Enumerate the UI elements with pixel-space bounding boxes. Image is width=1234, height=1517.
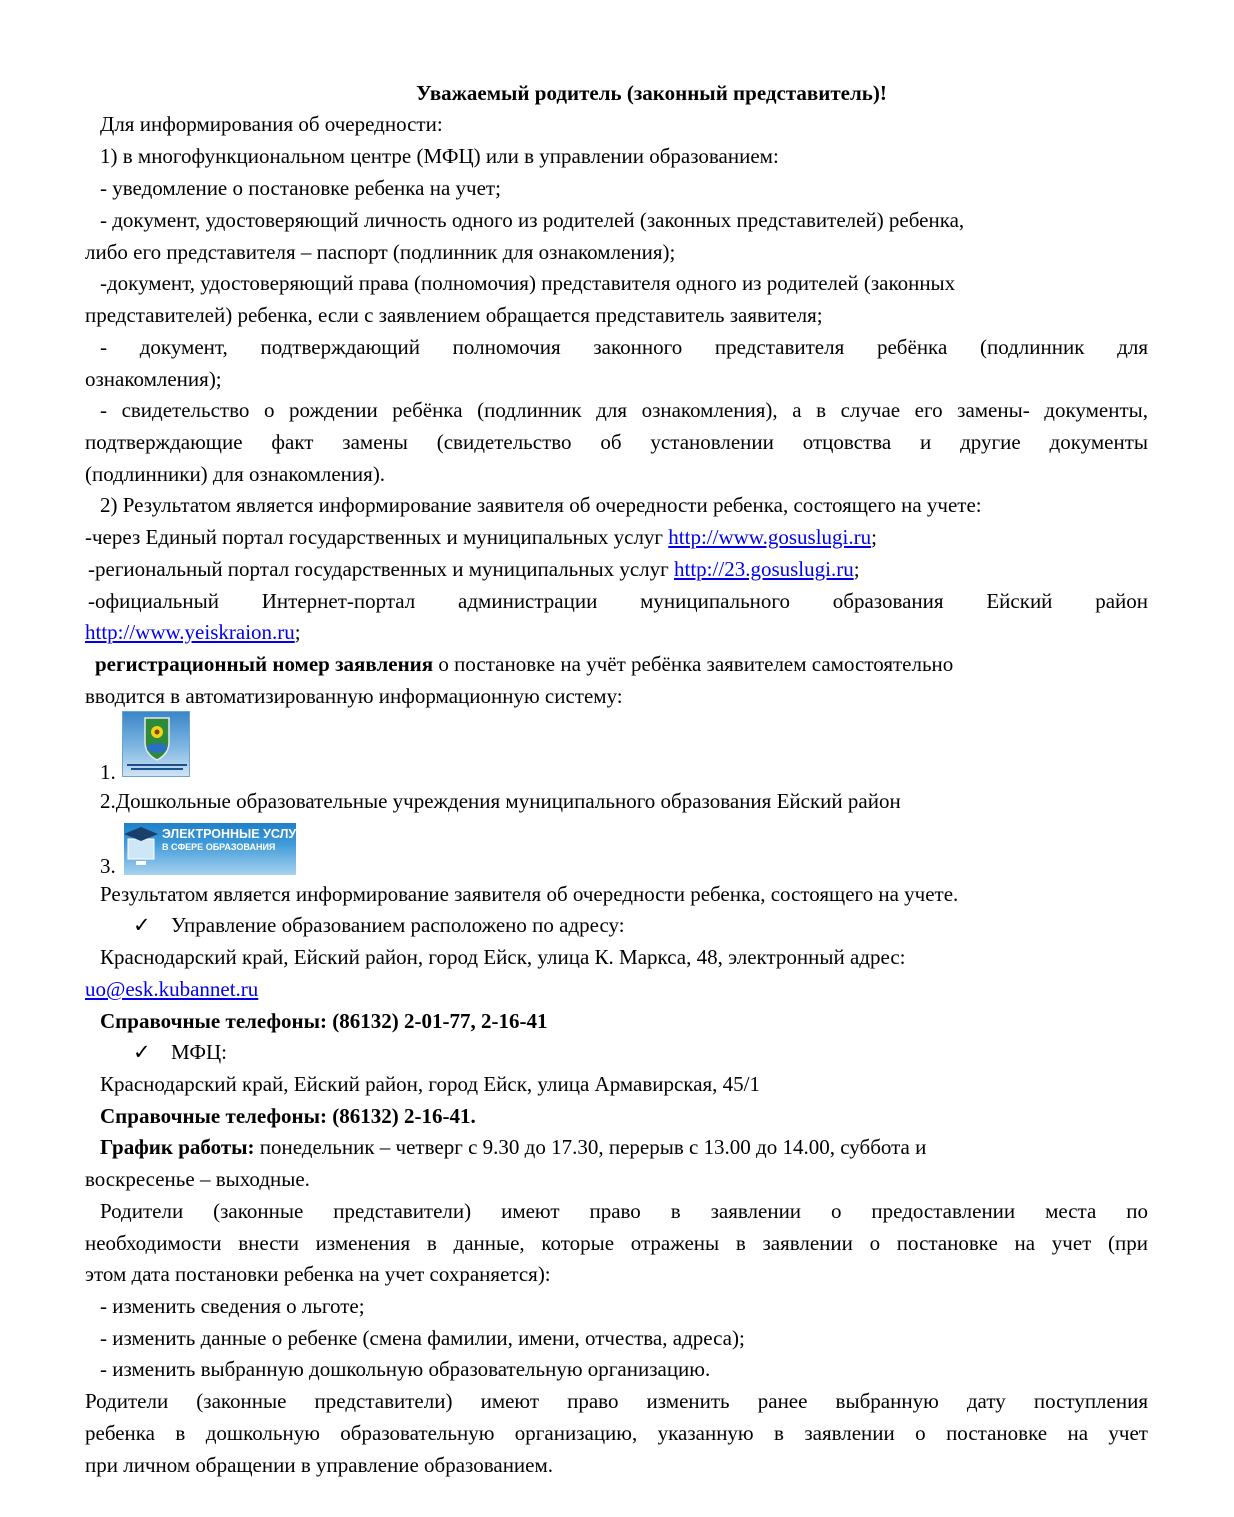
text-line: (подлинники) для ознакомления).: [85, 462, 386, 486]
text-line: Родители (законные представители) имеют право изменить ранее выбранную дату поступления: [85, 1389, 1148, 1413]
mfc-heading: МФЦ:: [171, 1040, 227, 1064]
district-emblem-banner[interactable]: [122, 711, 190, 777]
address-line: Краснодарский край, Ейский район, город Ейск, улица К. Маркса, 48, электронный адрес:: [100, 945, 906, 969]
list-item: - документ, подтверждающий полномочия законного представителя ребёнка (подлинник для: [100, 335, 1148, 359]
district-link-line: http://www.yeiskraion.ru;: [85, 620, 301, 644]
phones-line: Справочные телефоны: (86132) 2-01-77, 2-16-41: [100, 1009, 548, 1033]
list-item: - изменить данные о ребенке (смена фамилии, имени, отчества, адреса);: [100, 1326, 745, 1350]
text-line: этом дата постановки ребенка на учет сохраняется):: [85, 1262, 551, 1286]
list-item: - изменить выбранную дошкольную образовательную организацию.: [100, 1357, 711, 1381]
text-line: при личном обращении в управление образованием.: [85, 1453, 554, 1477]
regional-gosuslugi-link[interactable]: http://23.gosuslugi.ru: [674, 557, 854, 581]
list-item: - документ, удостоверяющий личность одного из родителей (законных представителей) ребенка,: [100, 208, 965, 232]
text-line: необходимости внести изменения в данные, которые отражены в заявлении о постановке на учет (при: [85, 1231, 1148, 1255]
page-title: Уважаемый родитель (законный представитель)!: [416, 81, 887, 105]
list-item: 1) в многофункциональном центре (МФЦ) или в управлении образованием:: [100, 144, 779, 168]
list-item: - свидетельство о рождении ребёнка (подлинник для ознакомления), а в случае его замены- документы,: [100, 398, 1148, 422]
gosuslugi-link[interactable]: http://www.gosuslugi.ru: [668, 525, 872, 549]
electronic-services-banner[interactable]: [124, 823, 313, 875]
result-line: Результатом является информирование заявителя об очередности ребенка, состоящего на учете.: [100, 882, 959, 906]
numbered-item-1: 1.: [100, 760, 116, 784]
portal-line-federal: -через Единый портал государственных и муниципальных услуг http://www.gosuslugi.ru;: [85, 525, 877, 549]
text-line: подтверждающие факт замены (свидетельство об установлении отцовства и другие документы: [85, 430, 1148, 454]
email-link[interactable]: uo@esk.kubannet.ru: [85, 977, 259, 1001]
check-icon: ✓: [133, 1040, 151, 1064]
registration-number-line: регистрационный номер заявления о постановке на учёт ребёнка заявителем самостоятельно: [95, 652, 954, 676]
text-line: воскресенье – выходные.: [85, 1167, 310, 1191]
list-item: -документ, удостоверяющий права (полномочия) представителя одного из родителей (законных: [100, 271, 956, 295]
banner-title: ЭЛЕКТРОННЫЕ УСЛУГИ: [162, 827, 313, 841]
yeiskraion-link[interactable]: http://www.yeiskraion.ru: [85, 620, 295, 644]
district-emblem-icon: [123, 712, 191, 778]
text-line: либо его представителя – паспорт (подлинник для ознакомления);: [85, 240, 676, 264]
list-item: - изменить сведения о льготе;: [100, 1294, 365, 1318]
check-icon: ✓: [133, 913, 151, 937]
address-line: Краснодарский край, Ейский район, город Ейск, улица Армавирская, 45/1: [100, 1072, 761, 1096]
text-line: представителей) ребенка, если с заявлением обращается представитель заявителя;: [85, 303, 823, 327]
text-line: ознакомления);: [85, 367, 222, 391]
rights-paragraph-line: Родители (законные представители) имеют право в заявлении о предоставлении места по: [100, 1199, 1148, 1223]
schedule-line: График работы: понедельник – четверг с 9.30 до 17.30, перерыв с 13.00 до 14.00, суббота и: [100, 1135, 927, 1159]
numbered-item-2: 2.Дошкольные образовательные учреждения муниципального образования Ейский район: [100, 789, 901, 813]
banner-subtitle: В СФЕРЕ ОБРАЗОВАНИЯ: [162, 842, 276, 852]
result-line: 2) Результатом является информирование заявителя об очередности ребенка, состоящего на учете:: [100, 493, 982, 517]
numbered-item-3: 3.: [100, 854, 116, 878]
graduation-monitor-icon: [124, 823, 164, 875]
phones-line: Справочные телефоны: (86132) 2-16-41.: [100, 1104, 476, 1128]
text-line: ребенка в дошкольную образовательную организацию, указанную в заявлении о постановке на учет: [85, 1421, 1148, 1445]
portal-line-district: -официальный Интернет-портал администрации муниципального образования Ейский район: [88, 589, 1148, 613]
text-line: вводится в автоматизированную информационную систему:: [85, 684, 623, 708]
list-item: - уведомление о постановке ребенка на учет;: [100, 176, 501, 200]
intro-line: Для информирования об очередности:: [100, 112, 443, 136]
portal-line-regional: -региональный портал государственных и муниципальных услуг http://23.gosuslugi.ru;: [88, 557, 860, 581]
email-line: [85, 976, 1148, 1002]
education-office-heading: Управление образованием расположено по адресу:: [171, 913, 625, 937]
